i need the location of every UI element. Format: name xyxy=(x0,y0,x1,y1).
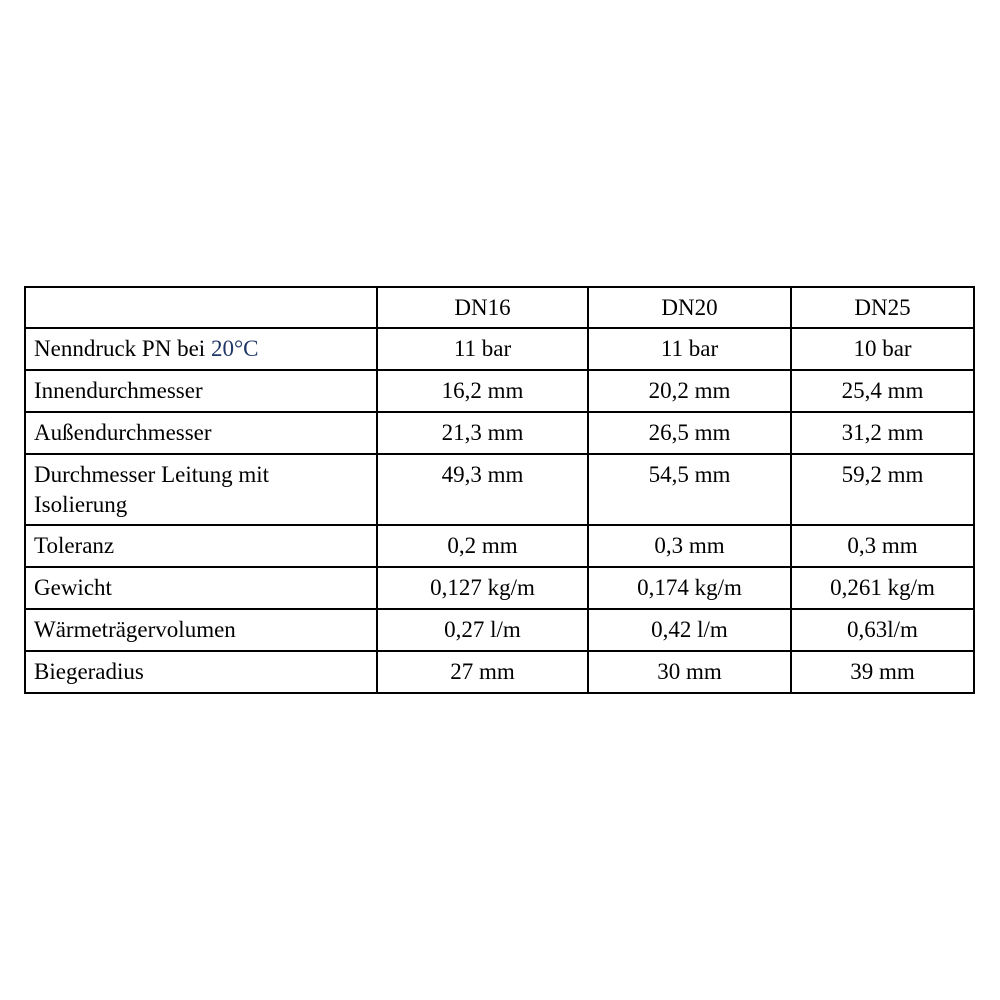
value-cell: 27 mm xyxy=(377,651,588,693)
value-cell: 0,127 kg/m xyxy=(377,567,588,609)
row-label: Innendurchmesser xyxy=(25,370,377,412)
value-cell: 0,27 l/m xyxy=(377,609,588,651)
row-label xyxy=(25,328,377,370)
row-label: Gewicht xyxy=(25,567,377,609)
value-cell: 26,5 mm xyxy=(588,412,791,454)
value-cell: 16,2 mm xyxy=(377,370,588,412)
value-cell: 39 mm xyxy=(791,651,974,693)
row-label: Durchmesser Leitung mit Isolierung xyxy=(25,454,377,525)
row-label: Wärmeträgervolumen xyxy=(25,609,377,651)
row-label: Biegeradius xyxy=(25,651,377,693)
value-cell: 11 bar xyxy=(377,328,588,370)
row-label: Toleranz xyxy=(25,525,377,567)
row-label-highlight: 20°C xyxy=(210,336,259,362)
value-cell: 49,3 mm xyxy=(377,454,588,525)
value-cell: 0,3 mm xyxy=(791,525,974,567)
table-row xyxy=(25,651,974,693)
header-cell-empty xyxy=(25,287,377,328)
value-cell: 20,2 mm xyxy=(588,370,791,412)
row-label-text: Nenndruck PN bei xyxy=(34,336,211,362)
table-row xyxy=(25,454,974,525)
value-cell: 31,2 mm xyxy=(791,412,974,454)
header-cell-dn25: DN25 xyxy=(791,287,974,328)
value-cell: 30 mm xyxy=(588,651,791,693)
value-cell: 21,3 mm xyxy=(377,412,588,454)
value-cell: 0,63l/m xyxy=(791,609,974,651)
header-cell-dn20: DN20 xyxy=(588,287,791,328)
value-cell: 0,2 mm xyxy=(377,525,588,567)
table-row xyxy=(25,412,974,454)
spec-table xyxy=(24,286,975,694)
spec-table-container xyxy=(24,286,973,694)
value-cell: 0,261 kg/m xyxy=(791,567,974,609)
table-row xyxy=(25,328,974,370)
value-cell: 54,5 mm xyxy=(588,454,791,525)
header-cell-dn16: DN16 xyxy=(377,287,588,328)
value-cell: 0,174 kg/m xyxy=(588,567,791,609)
spec-table-header xyxy=(25,287,974,328)
value-cell: 10 bar xyxy=(791,328,974,370)
table-row xyxy=(25,370,974,412)
table-row xyxy=(25,567,974,609)
value-cell: 0,42 l/m xyxy=(588,609,791,651)
value-cell: 11 bar xyxy=(588,328,791,370)
table-row xyxy=(25,525,974,567)
table-row xyxy=(25,609,974,651)
value-cell: 0,3 mm xyxy=(588,525,791,567)
header-row xyxy=(25,287,974,328)
value-cell: 25,4 mm xyxy=(791,370,974,412)
row-label: Außendurchmesser xyxy=(25,412,377,454)
spec-table-body xyxy=(25,328,974,693)
value-cell: 59,2 mm xyxy=(791,454,974,525)
